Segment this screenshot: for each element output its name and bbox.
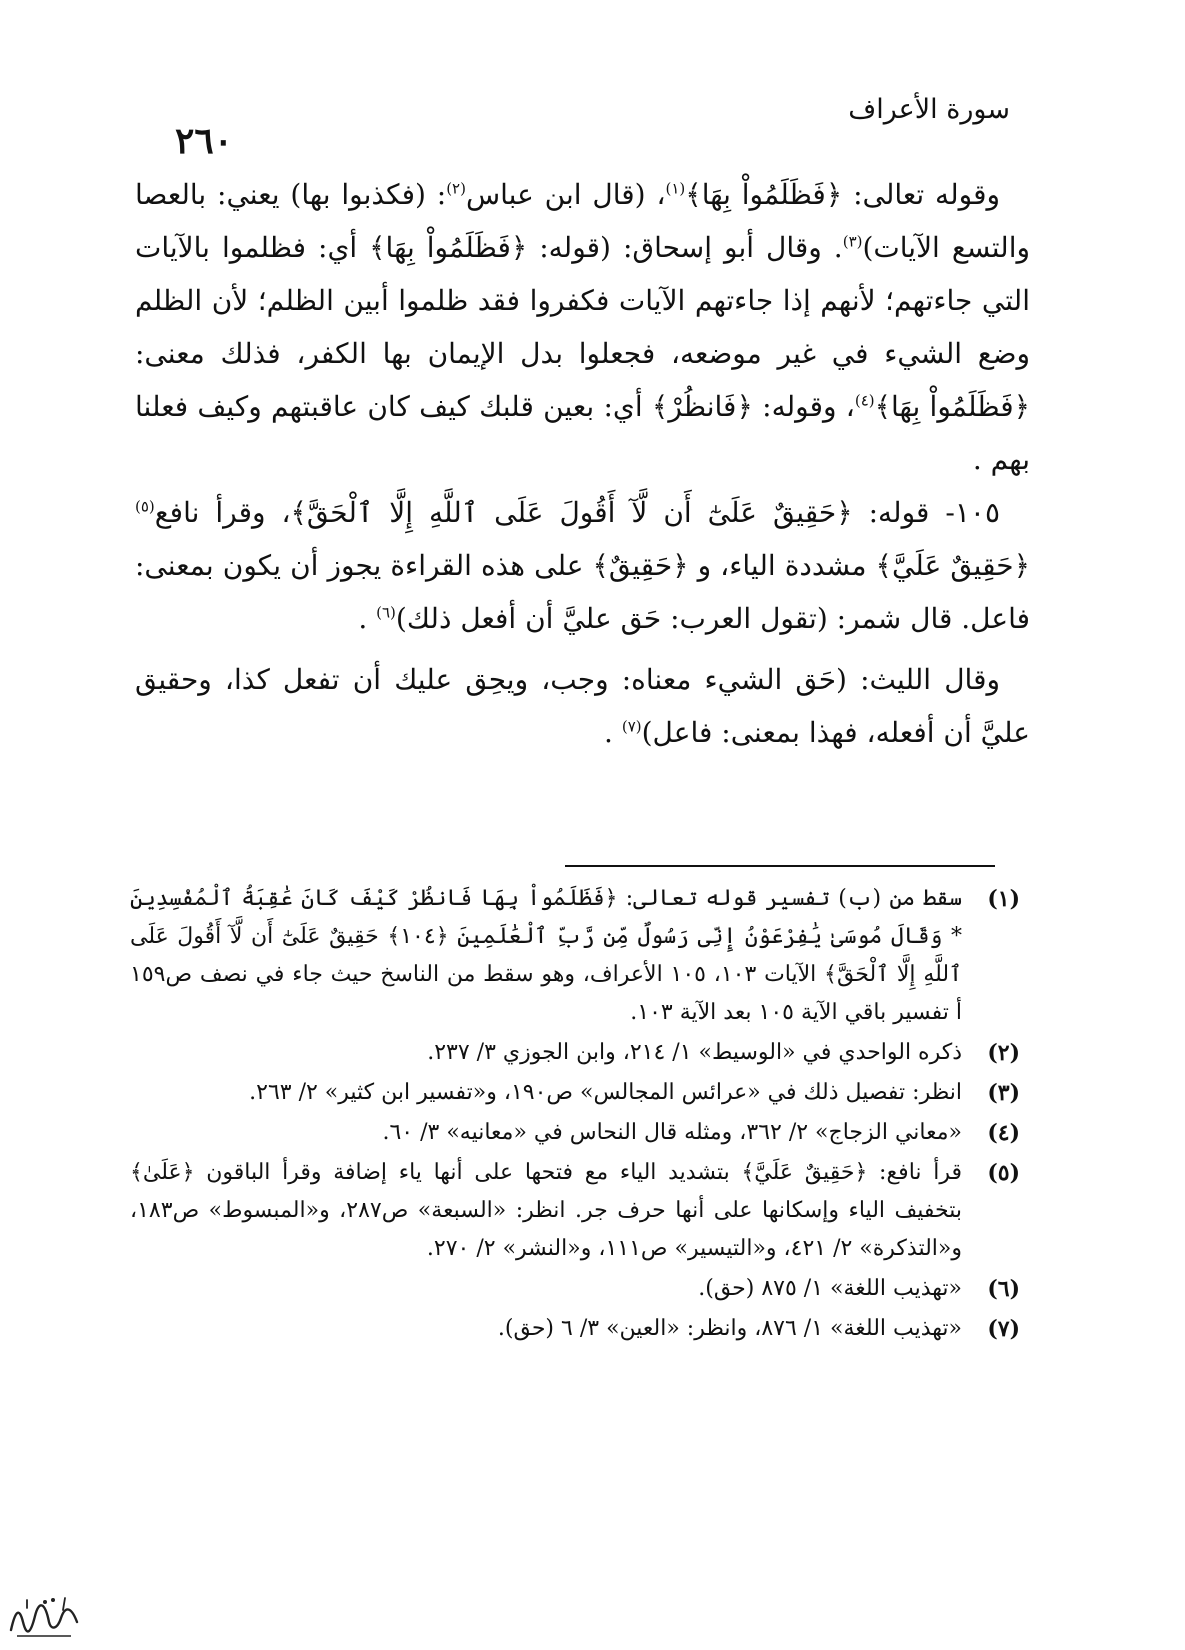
paragraph-2-text-a: ١٠٥- قوله: ﴿حَقِيقٌ عَلَىٰٓ أَن لَّآ أَقُولَ عَلَى ٱللَّهِ إِلَّا ٱلْحَقَّ﴾، وقرأ نافع	[154, 496, 1000, 529]
footnote-number: (٧)	[987, 1316, 1020, 1342]
footnote-separator	[565, 865, 995, 867]
footnote-ref-6[interactable]: (٦)	[376, 603, 396, 622]
page-number: ٢٦٠	[175, 120, 234, 162]
main-text	[135, 168, 1030, 759]
footnote-text: «تهذيب اللغة» ١/ ٨٧٥ (حق).	[698, 1276, 962, 1301]
footnote-6	[130, 1270, 1020, 1308]
footnote-number: (٥)	[987, 1160, 1020, 1186]
footnote-number: (٤)	[987, 1120, 1020, 1146]
footnotes	[130, 880, 1020, 1350]
footnote-1	[130, 880, 1020, 1032]
footnote-7	[130, 1310, 1020, 1348]
paragraph-2	[135, 486, 1030, 645]
footnote-ref-7[interactable]: (٧)	[621, 717, 642, 736]
footnote-2	[130, 1034, 1020, 1072]
paragraph-1-text-e: ، وقوله: ﴿فَانظُرْ﴾ أي: بعين قلبك كيف كان عاقبتهم وكيف فعلنا بهم .	[135, 390, 1030, 476]
footnote-ref-2[interactable]: (٢)	[446, 179, 466, 198]
footnote-3	[130, 1074, 1020, 1112]
paragraph-1-text-d: . وقال أبو إسحاق: (قوله: ﴿فَظَلَمُواْ بِهَا﴾ أي: فظلموا بالآيات التي جاءتهم؛ لأنهم إذا جاءتهم الآيات فكفروا فقد ظلموا أبين الظلم؛ لأن الظلم وضع الشيء في غير موضعه، فجعلوا بدل الإيمان بها الكفر، فذلك معنى: ﴿فَظَلَمُواْ بِهَا﴾	[135, 231, 1030, 423]
paragraph-1-text-c: : (فكذبوا بها) يعني: بالعصا والتسع الآيات)	[135, 178, 1030, 264]
paragraph-1	[135, 168, 1030, 486]
footnote-ref-3[interactable]: (٣)	[842, 232, 863, 251]
paragraph-3-text-a: وقال الليث: (حَق الشيء معناه: وجب، ويحِق عليك أن تفعل كذا، وحقيق عليَّ أن أفعله، فهذا بمعنى: فاعل)	[135, 663, 1030, 749]
paragraph-2-text-c: .	[358, 602, 377, 635]
footnote-number: (٢)	[987, 1040, 1020, 1066]
footnote-text: سقط من (ب) تفسير قوله تعالى: ﴿فَظَلَمُواْ بِهَا فَانظُرْ كَيْفَ كَانَ عَٰقِبَةُ ٱلْمُفْسِدِينَ * وَقَالَ مُوسَىٰ يَٰفِرْعَوْنُ إِنِّى رَسُولٌ مِّن رَّبِّ ٱلْعَٰلَمِينَ ﴿١٠٤﴾ حَقِيقٌ عَلَىٰٓ أَن لَّآ أَقُولَ عَلَى ٱللَّهِ إِلَّا ٱلْحَقَّ﴾ الآيات ١٠٣، ١٠٥ الأعراف، وهو سقط من الناسخ حيث جاء في نصف ص١٥٩ أ تفسير باقي الآية ١٠٥ بعد الآية ١٠٣.	[130, 886, 962, 1025]
footnote-text: ذكره الواحدي في «الوسيط» ١/ ٢١٤، وابن الجوزي ٣/ ٢٣٧.	[427, 1040, 962, 1065]
footnote-text: «معاني الزجاج» ٢/ ٣٦٢، ومثله قال النحاس في «معانيه» ٣/ ٦٠.	[382, 1120, 962, 1145]
paragraph-1-text-b: ، (قال ابن عباس	[465, 178, 666, 211]
page-header	[175, 92, 1010, 162]
paragraph-3	[135, 653, 1030, 759]
paragraph-1-text-a: وقوله تعالى: ﴿فَظَلَمُواْ بِهَا﴾	[685, 178, 1000, 211]
footnote-number: (١)	[987, 886, 1020, 912]
publisher-logo-icon	[5, 1592, 83, 1642]
paragraph-3-text-b: .	[604, 716, 622, 749]
footnote-5	[130, 1154, 1020, 1268]
footnote-number: (٣)	[987, 1080, 1020, 1106]
paragraph-2-text-b: ﴿حَقِيقٌ عَلَيَّ﴾ مشددة الياء، و ﴿حَقِيقٌ﴾ على هذه القراءة يجوز أن يكون بمعنى: فاعل. قال شمر: (تقول العرب: حَق عليَّ أن أفعل ذلك)	[135, 549, 1030, 635]
footnote-ref-4[interactable]: (٤)	[854, 391, 875, 410]
footnote-text: قرأ نافع: ﴿حَقِيقٌ عَلَيَّ﴾ بتشديد الياء مع فتحها على أنها ياء إضافة وقرأ الباقون ﴿عَلَىٰ﴾ بتخفيف الياء وإسكانها على أنها حرف جر. انظر: «السبعة» ص٢٨٧، و«المبسوط» ص١٨٣، و«التذكرة» ٢/ ٤٢١، و«التيسير» ص١١١، و«النشر» ٢/ ٢٧٠.	[130, 1160, 962, 1261]
footnote-text: انظر: تفصيل ذلك في «عرائس المجالس» ص١٩٠، و«تفسير ابن كثير» ٢/ ٢٦٣.	[249, 1080, 962, 1105]
footnote-ref-5[interactable]: (٥)	[135, 497, 155, 516]
footnote-text: «تهذيب اللغة» ١/ ٨٧٦، وانظر: «العين» ٣/ ٦ (حق).	[497, 1316, 962, 1341]
surah-title: سورة الأعراف	[848, 94, 1010, 125]
footnote-number: (٦)	[987, 1276, 1020, 1302]
footnote-4	[130, 1114, 1020, 1152]
footnote-ref-1[interactable]: (١)	[665, 179, 686, 198]
